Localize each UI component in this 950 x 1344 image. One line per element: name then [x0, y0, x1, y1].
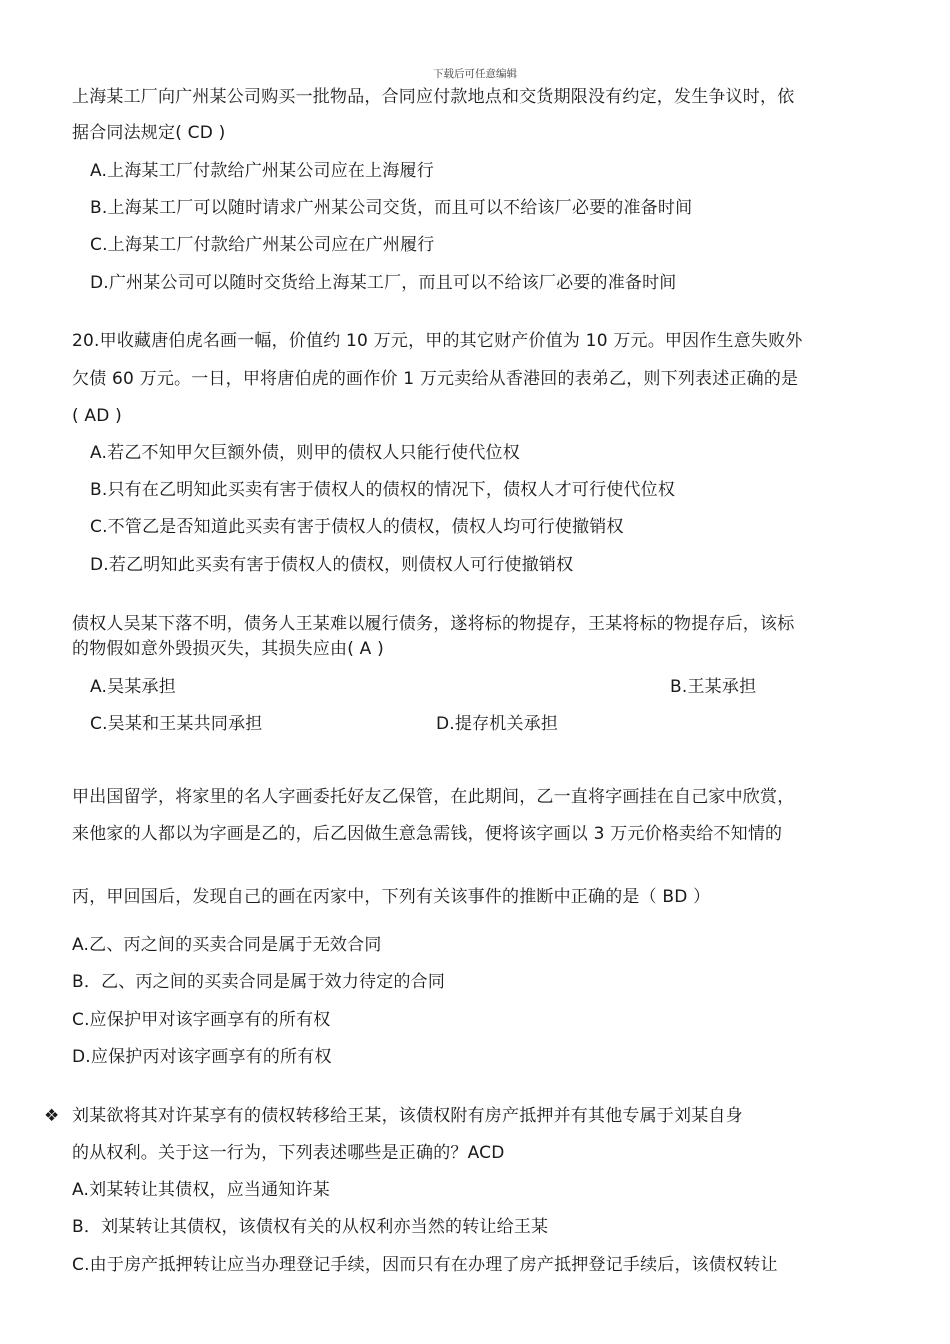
text-line: B．刘某转让其债权，该债权有关的从权利亦当然的转让给王某	[72, 1217, 549, 1237]
text-line: ( AD )	[72, 406, 122, 426]
text-line: C.由于房产抵押转让应当办理登记手续，因而只有在办理了房产抵押登记手续后，该债权转让	[72, 1255, 778, 1275]
text-line: D.广州某公司可以随时交货给上海某工厂，而且可以不给该厂必要的准备时间	[90, 273, 677, 293]
text-line: 刘某欲将其对许某享有的债权转移给王某，该债权附有房产抵押并有其他专属于刘某自身	[72, 1106, 743, 1126]
text-line: 欠债 60 万元。一日，甲将唐伯虎的画作价 1 万元卖给从香港回的表弟乙，则下列表述正确的是	[72, 369, 799, 389]
text-line: A.吴某承担	[90, 677, 176, 697]
text-line: 据合同法规定( CD )	[72, 123, 226, 143]
text-line: 的从权利。关于这一行为，下列表述哪些是正确的？ACD	[72, 1143, 505, 1163]
text-line: C.应保护甲对该字画享有的所有权	[72, 1010, 331, 1030]
text-line: D.若乙明知此买卖有害于债权人的债权，则债权人可行使撤销权	[90, 555, 574, 575]
text-line: 20.甲收藏唐伯虎名画一幅，价值约 10 万元，甲的其它财产价值为 10 万元。甲因作生意失败外	[72, 331, 803, 351]
text-line: B.王某承担	[670, 677, 757, 697]
text-line: B.上海某工厂可以随时请求广州某公司交货，而且可以不给该厂必要的准备时间	[90, 198, 693, 218]
text-line: A.乙、丙之间的买卖合同是属于无效合同	[72, 935, 382, 955]
text-line: 丙，甲回国后，发现自己的画在丙家中，下列有关该事件的推断中正确的是（ BD ）	[72, 887, 711, 907]
text-line: C.吴某和王某共同承担	[90, 714, 263, 734]
diamond-bullet-icon: ❖	[44, 1106, 60, 1126]
page-header: 下载后可任意编辑	[433, 68, 517, 80]
text-line: A.上海某工厂付款给广州某公司应在上海履行	[90, 161, 434, 181]
text-line: A.若乙不知甲欠巨额外债，则甲的债权人只能行使代位权	[90, 443, 520, 463]
text-line: A.刘某转让其债权，应当通知许某	[72, 1180, 330, 1200]
text-line: 上海某工厂向广州某公司购买一批物品，合同应付款地点和交货期限没有约定，发生争议时，依	[72, 87, 795, 107]
text-line: D.提存机关承担	[436, 714, 559, 734]
text-line: C.上海某工厂付款给广州某公司应在广州履行	[90, 235, 435, 255]
text-line: 债权人吴某下落不明，债务人王某难以履行债务，遂将标的物提存，王某将标的物提存后，该标	[72, 614, 795, 634]
text-line: 的物假如意外毁损灭失，其损失应由( A )	[72, 639, 384, 659]
text-line: D.应保护丙对该字画享有的所有权	[72, 1047, 332, 1067]
text-line: B．乙、丙之间的买卖合同是属于效力待定的合同	[72, 972, 446, 992]
text-line: 来他家的人都以为字画是乙的，后乙因做生意急需钱，便将该字画以 3 万元价格卖给不知情的	[72, 824, 783, 844]
text-line: 甲出国留学，将家里的名人字画委托好友乙保管，在此期间，乙一直将字画挂在自己家中欣赏，	[72, 787, 795, 807]
text-line: B.只有在乙明知此买卖有害于债权人的债权的情况下，债权人才可行使代位权	[90, 480, 676, 500]
text-line: C.不管乙是否知道此买卖有害于债权人的债权，债权人均可行使撤销权	[90, 517, 624, 537]
